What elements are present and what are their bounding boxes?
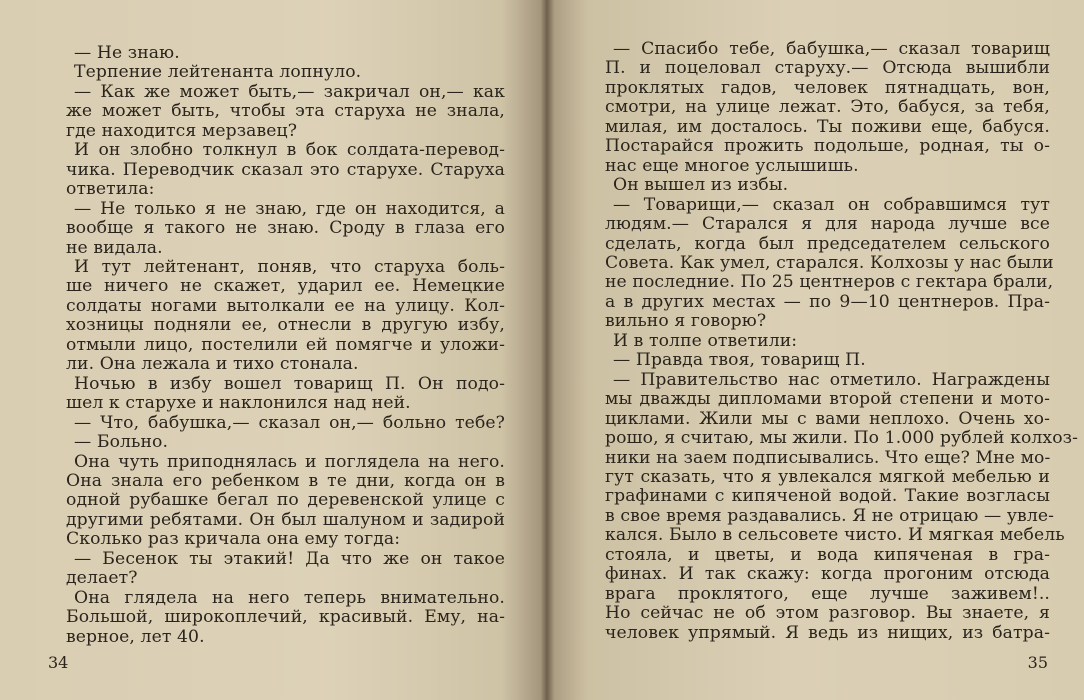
text-line: гут сказать, что я увлекался мягкой мебелью и: [605, 466, 1050, 487]
text-line: же может быть, чтобы эта старуха не знала,: [66, 101, 505, 122]
text-line: — Правда твоя, товарищ П.: [613, 350, 866, 371]
text-line: Терпение лейтенанта лопнуло.: [74, 62, 362, 83]
text-line: где находится мерзавец?: [66, 120, 298, 141]
text-line: И в толпе ответили:: [613, 330, 798, 351]
text-line: — Как же может быть,— закричал он,— как: [74, 81, 505, 102]
text-line: а в других местах — по 9—10 центнеров. Пра-: [605, 291, 1050, 312]
text-line: Она чуть приподнялась и поглядела на него.: [74, 451, 505, 472]
text-line: человек упрямый. Я ведь из нищих, из батра-: [605, 622, 1050, 643]
text-line: И он злобно толкнул в бок солдата-перевод-: [74, 140, 505, 161]
text-line: верное, лет 40.: [66, 626, 205, 647]
text-line: сделать, когда был председателем сельского: [605, 233, 1050, 254]
text-line: И тут лейтенант, поняв, что старуха боль-: [74, 256, 505, 277]
text-line: Она глядела на него теперь внимательно.: [74, 587, 505, 608]
text-line: ше ничего не скажет, ударил ее. Немецкие: [66, 276, 505, 297]
text-line: людям.— Старался я для народа лучше все: [605, 214, 1050, 235]
text-line: Большой, широкоплечий, красивый. Ему, на-: [66, 607, 505, 628]
text-line: — Товарищи,— сказал он собравшимся тут: [613, 194, 1050, 215]
text-line: хозницы подняли ее, отнесли в другую избу,: [66, 315, 505, 336]
text-line: милая, им досталось. Ты поживи еще, бабуся.: [605, 116, 1050, 137]
text-line: Но сейчас не об этом разговор. Вы знаете, я: [605, 603, 1050, 624]
text-line: — Больно.: [74, 432, 169, 453]
text-line: смотри, на улице лежат. Это, бабуся, за тебя,: [605, 97, 1050, 118]
text-line: кался. Было в сельсовете чисто. И мягкая мебель: [605, 525, 1065, 546]
text-line: — Не знаю.: [74, 43, 180, 63]
text-line: ответила:: [66, 179, 155, 200]
right-page-text: [605, 39, 1079, 643]
text-line: одной рубашке бегал по деревенской улице с: [66, 490, 505, 511]
text-line: в свое время раздавались. Я не отрицаю — увле-: [605, 505, 1055, 526]
text-line: отмыли лицо, постелили ей помягче и уложи-: [66, 334, 505, 355]
text-line: не видала.: [66, 237, 163, 258]
text-line: проклятых гадов, человек пятнадцать, вон,: [605, 77, 1050, 98]
text-line: вообще я такого не знаю. Сроду в глаза его: [66, 218, 505, 239]
text-line: другими ребятами. Он был шалуном и задирой: [66, 509, 505, 530]
left-page-text: [66, 44, 505, 647]
text-line: рошо, я считаю, мы жили. По 1.000 рублей колхоз-: [605, 428, 1079, 449]
text-line: графинами с кипяченой водой. Такие возгласы: [605, 486, 1050, 507]
text-line: Он вышел из избы.: [613, 175, 789, 196]
text-line: Ночью в избу вошел товарищ П. Он подо-: [74, 373, 505, 394]
text-line: ли. Она лежала и тихо стонала.: [66, 354, 359, 375]
text-line: делает?: [66, 568, 138, 589]
right-page: [545, 0, 1084, 700]
left-page-number: 34: [48, 653, 69, 672]
text-line: Сколько раз кричала она ему тогда:: [66, 529, 401, 550]
book-gutter: [540, 0, 554, 700]
text-line: не последние. По 25 центнеров с гектара брали,: [605, 272, 1054, 293]
text-line: врага проклятого, еще лучше заживем!..: [605, 583, 1050, 604]
text-line: — Бесенок ты этакий! Да что же он такое: [74, 548, 505, 569]
text-line: циклами. Жили мы с вами неплохо. Очень хо-: [605, 408, 1050, 429]
right-page-number: 35: [1027, 653, 1048, 672]
text-line: шел к старухе и наклонился над ней.: [66, 393, 411, 414]
text-line: стояла, и цветы, и вода кипяченая в гра-: [605, 544, 1050, 565]
text-line: — Не только я не знаю, где он находится, а: [74, 198, 505, 219]
text-line: — Правительство нас отметило. Награждены: [613, 369, 1050, 390]
text-line: ники на заем подписывались. Что еще? Мне мо-: [605, 447, 1051, 468]
text-line: нас еще многое услышишь.: [605, 155, 859, 176]
text-line: Постарайся прожить подольше, родная, ты о-: [605, 136, 1050, 157]
text-line: мы дважды дипломами второй степени и мото-: [605, 389, 1050, 410]
text-line: — Что, бабушка,— сказал он,— больно тебе?: [74, 412, 505, 433]
text-line: П. и поцеловал старуху.— Отсюда вышибли: [605, 58, 1050, 79]
text-line: чика. Переводчик сказал это старухе. Старуха: [66, 159, 505, 180]
text-line: солдаты ногами вытолкали ее на улицу. Кол-: [66, 295, 505, 316]
text-line: финах. И так скажу: когда прогоним отсюда: [605, 564, 1050, 585]
text-line: — Спасибо тебе, бабушка,— сказал товарищ: [613, 39, 1050, 59]
text-line: Она знала его ребенком в те дни, когда он в: [66, 470, 505, 491]
text-line: Совета. Как умел, старался. Колхозы у нас были: [605, 252, 1054, 273]
text-line: вильно я говорю?: [605, 311, 767, 332]
